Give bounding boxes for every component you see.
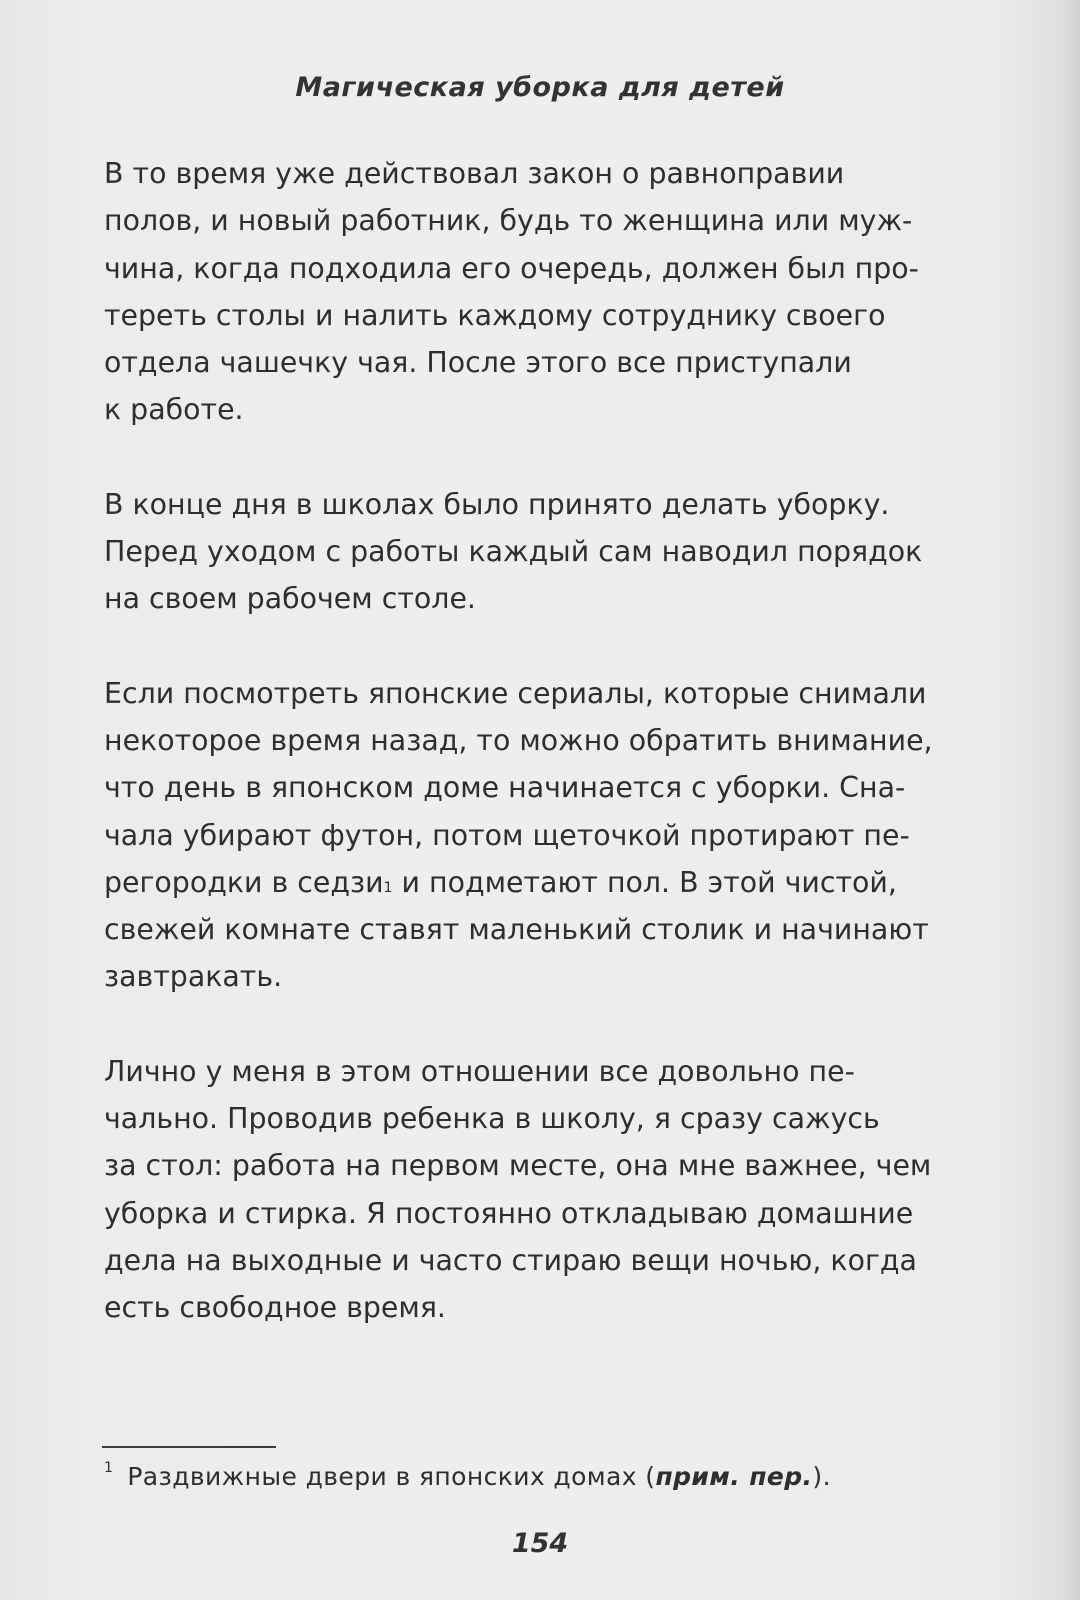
text-line: на своем рабочем столе. <box>104 582 476 616</box>
text-line: Если посмотреть японские сериалы, которые снимали <box>104 676 927 710</box>
text-line: свежей комнате ставят маленький столик и начинают <box>104 913 929 947</box>
text-line: тереть столы и налить каждому сотруднику своего <box>104 298 886 332</box>
text-segment: регородки в седзи <box>104 865 384 899</box>
text-line: за стол: работа на первом месте, она мне важнее, чем <box>104 1149 932 1183</box>
text-line: чала убирают футон, потом щеточкой протирают пе- <box>104 818 910 852</box>
text-line: что день в японском доме начинается с уборки. Сна- <box>104 771 906 805</box>
text-line: завтракать. <box>104 960 283 994</box>
text-line: некоторое время назад, то можно обратить внимание, <box>104 723 933 757</box>
text-line: уборка и стирка. Я постоянно откладываю домашние <box>104 1196 914 1230</box>
text-line: к работе. <box>104 393 244 427</box>
page-number: 154 <box>511 1528 569 1559</box>
paragraph-1 <box>104 150 1019 434</box>
text-segment: и подметают пол. В этой чистой, <box>392 865 897 899</box>
body-text <box>104 150 1019 1379</box>
footnote-divider <box>102 1446 276 1448</box>
text-line: отдела чашечку чая. После этого все приступали <box>104 346 852 380</box>
paragraph-2 <box>104 481 1019 623</box>
running-head: Магическая уборка для детей <box>295 72 785 103</box>
paragraph-3 <box>104 670 1019 1001</box>
text-line: Лично у меня в этом отношении все довольно пе- <box>104 1054 855 1088</box>
footnote-number: 1 <box>104 1460 114 1476</box>
paragraph-4 <box>104 1048 1019 1332</box>
page-edge-shadow <box>1062 0 1080 1600</box>
text-line: чина, когда подходила его очередь, должен был про- <box>104 251 919 285</box>
text-line-with-footnote <box>104 859 1016 906</box>
text-line: Перед уходом с работы каждый сам наводил порядок <box>104 535 923 569</box>
footnote-translator-note: прим. пер. <box>655 1462 813 1491</box>
text-line: чально. Проводив ребенка в школу, я сразу сажусь <box>104 1102 880 1136</box>
text-line: дела на выходные и часто стираю вещи ночью, когда <box>104 1243 917 1277</box>
footnote-reference: 1 <box>383 879 393 896</box>
text-line: В то время уже действовал закон о равноправии <box>104 157 845 190</box>
footnote-closing: ). <box>812 1462 831 1491</box>
text-line: В конце дня в школах было принято делать уборку. <box>104 487 890 521</box>
text-line: полов, и новый работник, будь то женщина или муж- <box>104 204 913 238</box>
footnote <box>104 1462 831 1491</box>
text-line: есть свободное время. <box>104 1291 446 1325</box>
footnote-text: Раздвижные двери в японских домах ( <box>127 1462 656 1491</box>
